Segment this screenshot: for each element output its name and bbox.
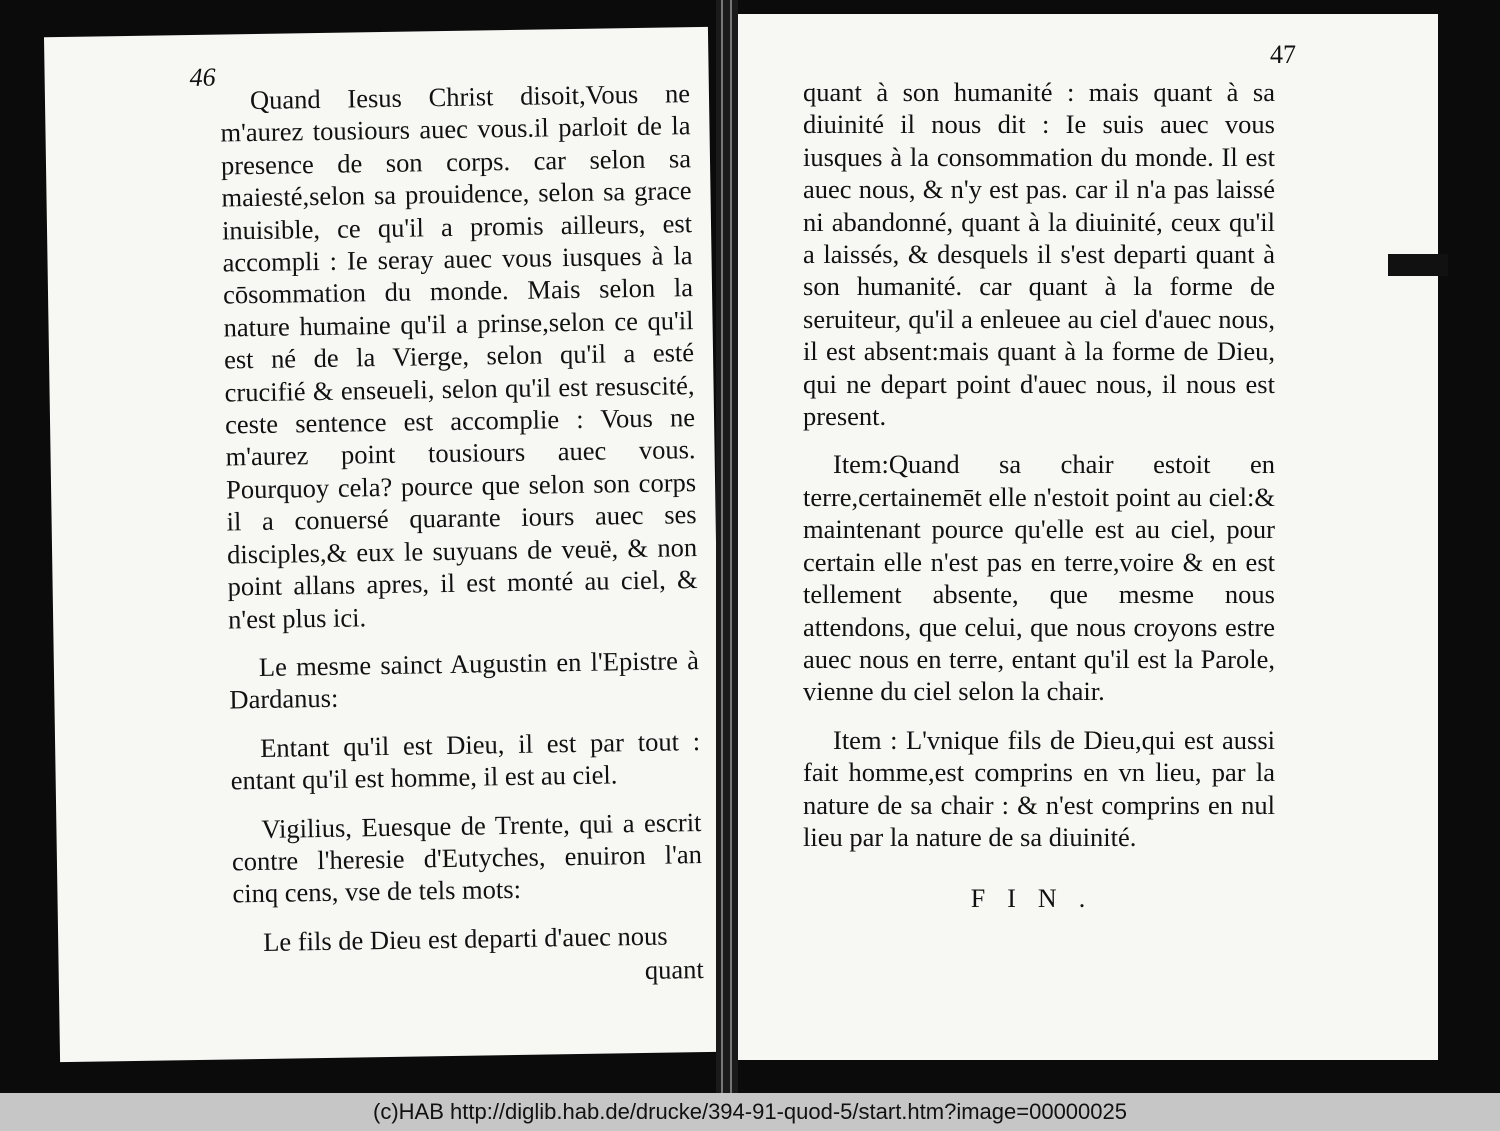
paragraph: Entant qu'il est Dieu, il est par tout : entant qu'il est homme, il est au ciel. <box>230 725 701 796</box>
catchword: quant <box>644 954 704 986</box>
right-page <box>738 14 1438 1060</box>
gutter-line <box>721 0 723 1093</box>
paragraph: Le mesme sainct Augustin en l'Epistre à Dardanus: <box>229 644 700 715</box>
page-text <box>803 76 1275 942</box>
paragraph: Item : L'vnique fils de Dieu,qui est aussi fait homme,est comprins en vn lieu, par la nature de sa chair : & n'est comprins en nul lieu par la nature de sa diuinité. <box>803 724 1275 852</box>
book-gutter <box>716 0 738 1093</box>
paragraph: quant à son humanité : mais quant à sa diuinité il nous dit : Ie suis auec vous iusques à la consommation du monde. Il est auec nous, & n'y est pas. car il n'a pas laissé ni abandonné, quant à la diuinité, ceux qu'il a laissés, & desquels il s'est departi quant à son humanité. car quant à la forme de seruiteur, qu'il a enleuee au ciel d'auec nous, il est absent:mais quant à la forme de Dieu, qui ne depart point d'auec nous, il nous est present. <box>803 77 1275 432</box>
page-number: 47 <box>1270 40 1296 69</box>
credit-bar: (c)HAB http://diglib.hab.de/drucke/394-91-quod-5/start.htm?image=00000025 <box>0 1093 1500 1131</box>
gutter-line <box>730 0 732 1093</box>
page-tab-marker <box>1388 254 1448 276</box>
page-text <box>220 77 704 1009</box>
paragraph: Item:Quand sa chair estoit en terre,certainemēt elle n'estoit point au ciel:& maintenant pource qu'elle est au ciel, pour certain elle n'est pas en terre,voire & en est tellement absente, que mesme nous attendons, que celui, que nous croyons estre auec nous en terre, entant qu'il est la Parole, vienne du ciel selon la chair. <box>803 449 1275 707</box>
paragraph: Vigilius, Euesque de Trente, qui a escrit contre l'heresie d'Eutyches, enuiron l'an cinq cens, vse de tels mots: <box>231 806 703 909</box>
fin-label: FIN. <box>970 884 1108 914</box>
page-number: 46 <box>189 62 216 92</box>
paragraph: Quand Iesus Christ disoit,Vous ne m'aurez tousiours auec vous.il parloit de la presence de son corps. car selon sa maiesté,selon sa prouidence, selon sa grace inuisible, ce qu'il a promis ailleurs, est accompli : Ie seray auec vous iusques à la cōsommation du monde. Mais selon la nature humaine qu'il a prinse,selon ce qu'il est né de la Vierge, selon qu'il a esté crucifié & enseueli, selon qu'il est resuscité, ceste sentence est accomplie : Vous ne m'aurez point tousiours auec vous. Pourquoy cela? pource que selon son corps il a conuersé quarante iours auec ses disciples,& eux le suyuans de veuë, & non point allans apres, il est monté au ciel, & n'est plus ici. <box>220 78 698 634</box>
paragraph: Le fils de Dieu est departi d'auec nous <box>262 920 668 957</box>
left-page <box>44 27 724 1062</box>
